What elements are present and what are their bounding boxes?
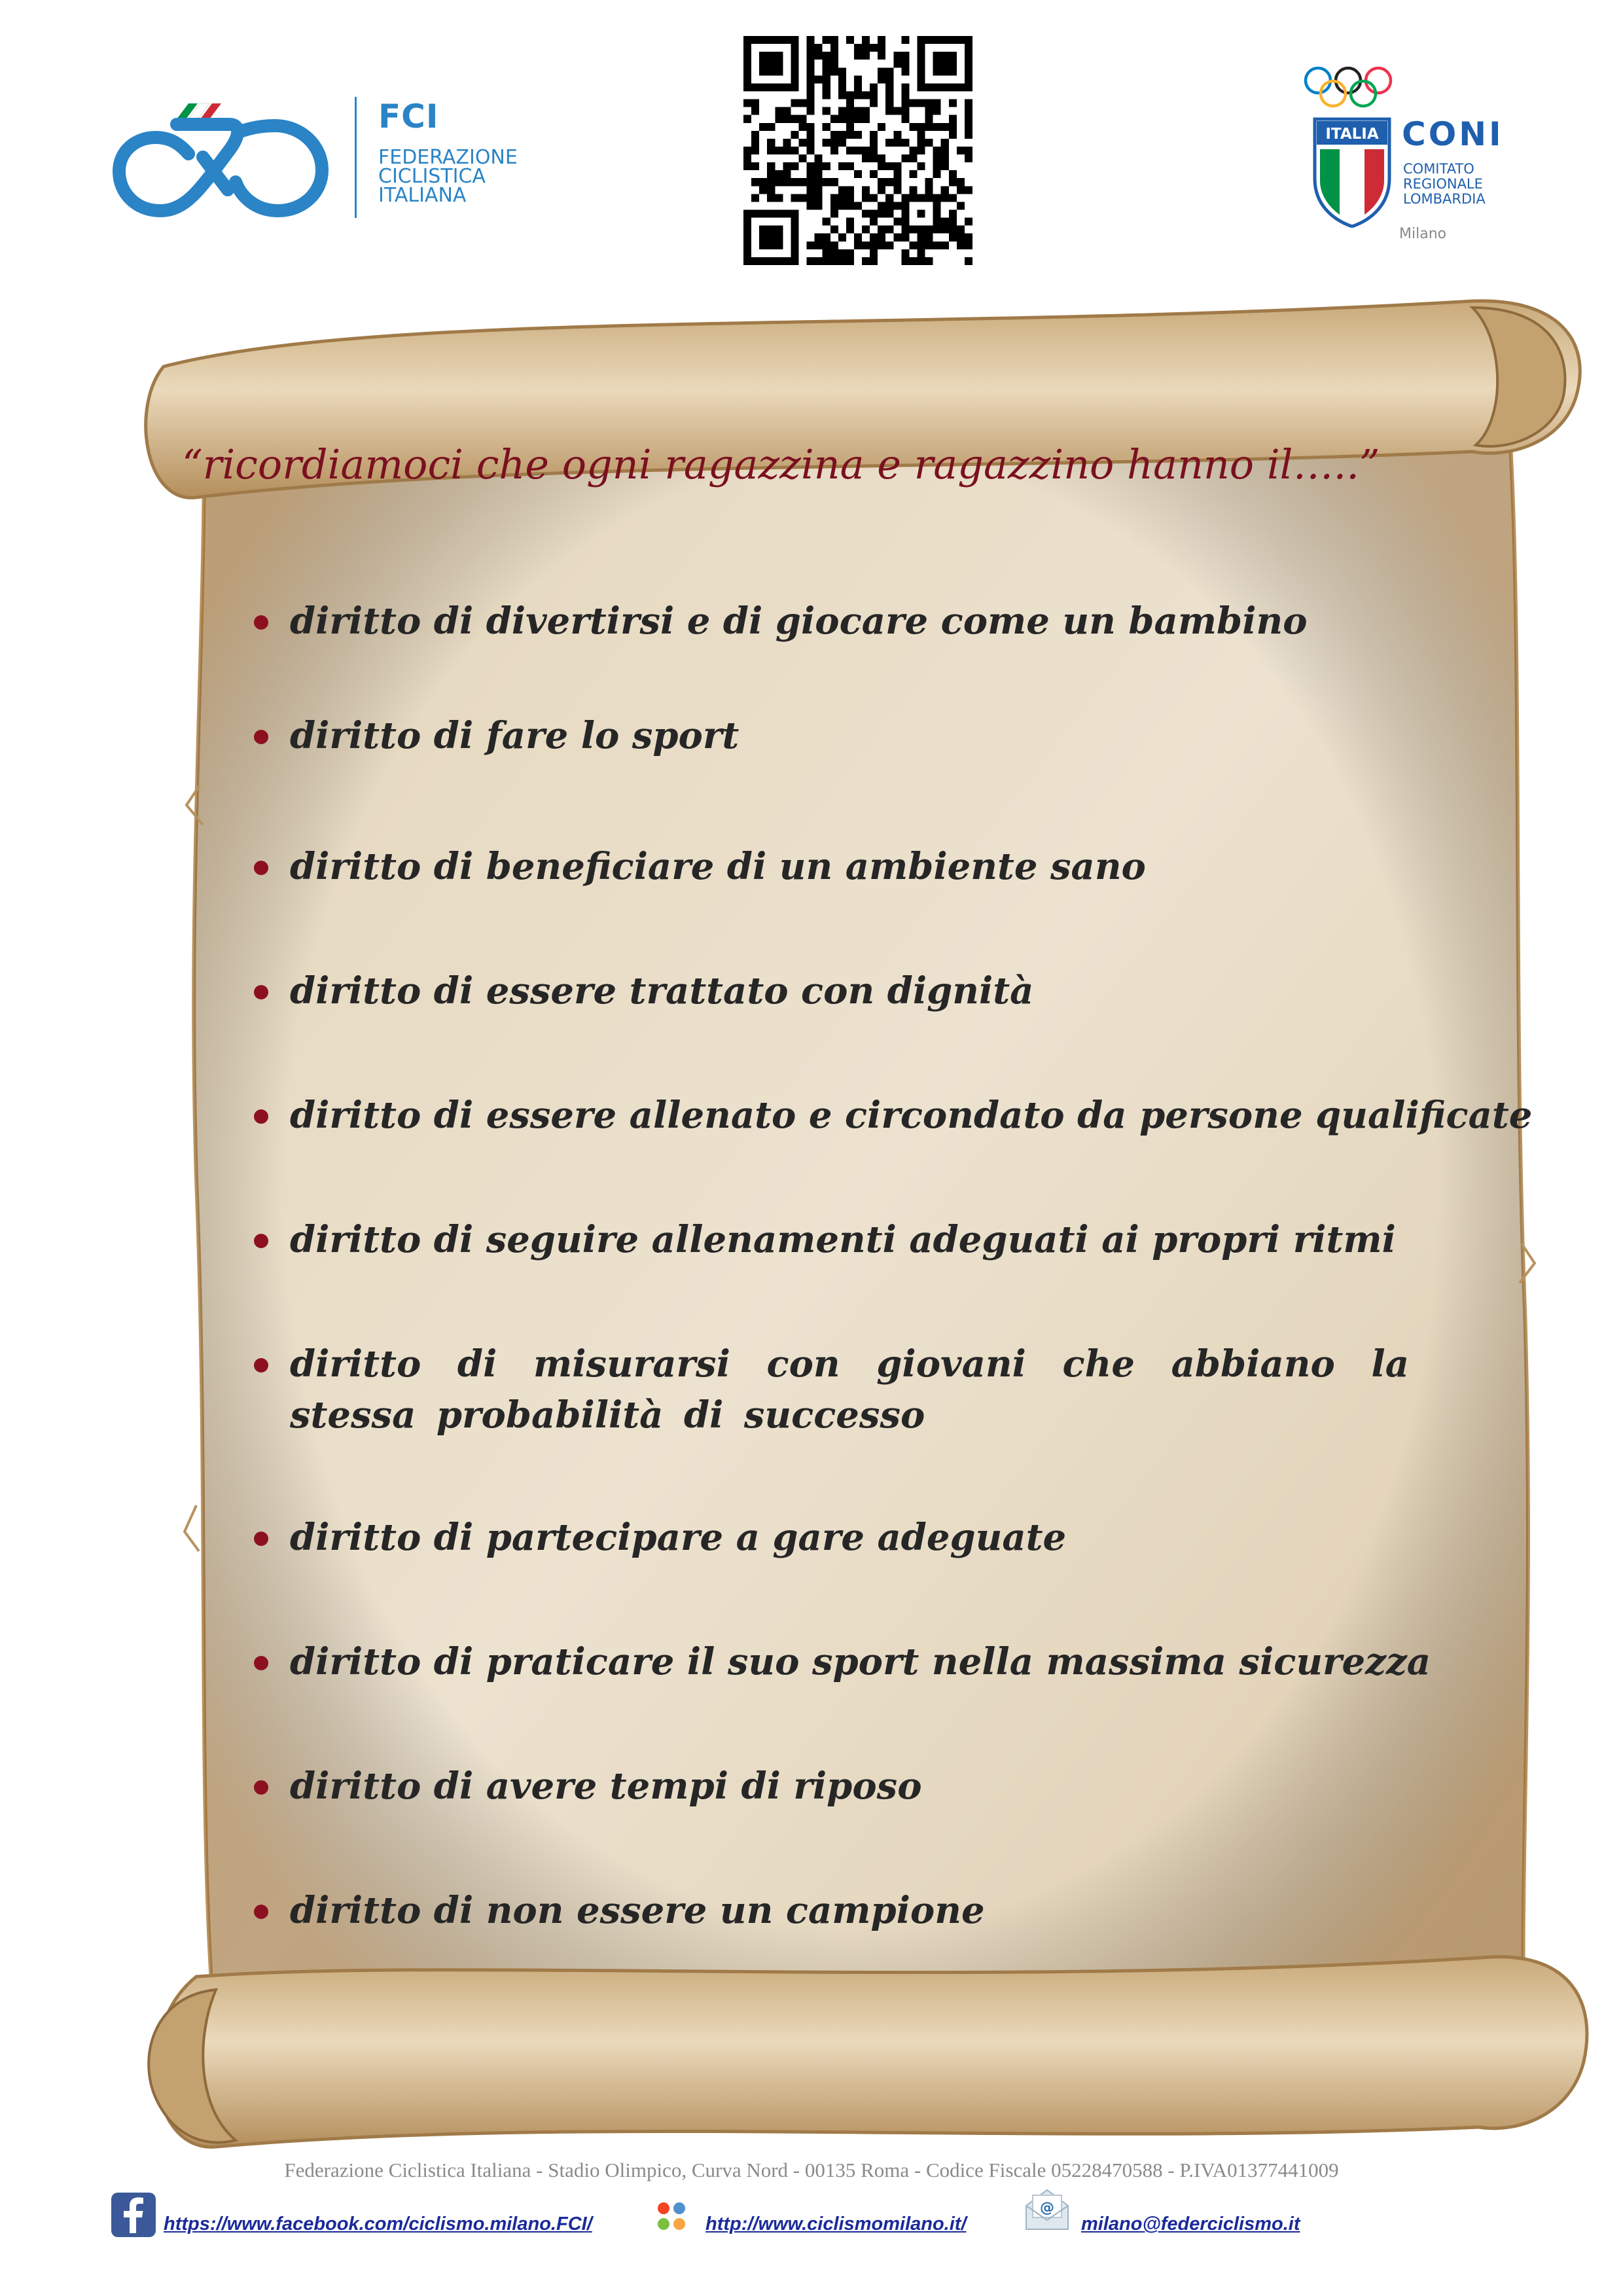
bullet-icon [254, 861, 268, 875]
fci-name-line: ITALIANA [378, 184, 467, 207]
right-text: diritto di praticare il suo sport nella massima sicurezza [290, 1640, 1431, 1683]
right-text: diritto di divertirsi e di giocare come un bambino [290, 600, 1308, 643]
bullet-icon [254, 1532, 268, 1546]
right-text: diritto di non essere un campione [290, 1889, 985, 1932]
right-text: diritto di avere tempi di riposo [290, 1765, 922, 1808]
fci-name-line: CICLISTICA [378, 165, 486, 188]
bullet-icon [254, 730, 268, 744]
website-link[interactable]: http://www.ciclismomilano.it/ [705, 2214, 967, 2234]
bullet-icon [254, 615, 268, 630]
bullet-icon [254, 1234, 268, 1248]
bullet-icon [254, 1358, 268, 1372]
fci-name-line: FEDERAZIONE [378, 146, 518, 169]
bullet-icon [254, 1109, 268, 1124]
footer-address: Federazione Ciclistica Italiana - Stadio Olimpico, Curva Nord - 00135 Roma - Codice Fiscale 05228470588 - P.IVA01377441009 [284, 2159, 1339, 2181]
bullet-icon [254, 985, 268, 999]
coni-city: Milano [1399, 226, 1447, 242]
bullet-icon [254, 1905, 268, 1919]
right-text: diritto di essere trattato con dignità [290, 969, 1034, 1013]
joomla-icon[interactable] [654, 2199, 688, 2233]
right-text: diritto di essere allenato e circondato da persone qualificate [290, 1094, 1533, 1137]
bullet-icon [254, 1780, 268, 1795]
right-text: diritto di beneficiare di un ambiente sano [290, 845, 1146, 888]
coni-sub-line: LOMBARDIA [1403, 191, 1486, 207]
email-icon[interactable] [1021, 2183, 1073, 2236]
fci-abbr: FCI [378, 98, 439, 135]
svg-text:@: @ [1040, 2200, 1054, 2216]
right-text: diritto di partecipare a gare adeguate [290, 1516, 1067, 1559]
coni-abbr: CONI [1402, 115, 1504, 153]
facebook-link[interactable]: https://www.facebook.com/ciclismo.milano.FCI/ [164, 2214, 592, 2234]
right-text: diritto di seguire allenamenti adeguati ai propri ritmi [290, 1218, 1396, 1261]
shield-label: ITALIA [1325, 126, 1379, 143]
scroll-title: “ricordiamoci che ogni ragazzina e ragazzino hanno il…..” [182, 440, 1380, 488]
bullet-icon [254, 1656, 268, 1670]
facebook-icon[interactable] [110, 2191, 157, 2238]
email-link[interactable]: milano@federciclismo.it [1081, 2214, 1300, 2234]
right-text: diritto di misurarsi con giovani che abbiano la stessa probabilità di successo [290, 1342, 1409, 1437]
coni-sub-line: COMITATO [1403, 161, 1474, 177]
right-text: diritto di fare lo sport [290, 714, 740, 757]
coni-sub-line: REGIONALE [1403, 176, 1483, 192]
